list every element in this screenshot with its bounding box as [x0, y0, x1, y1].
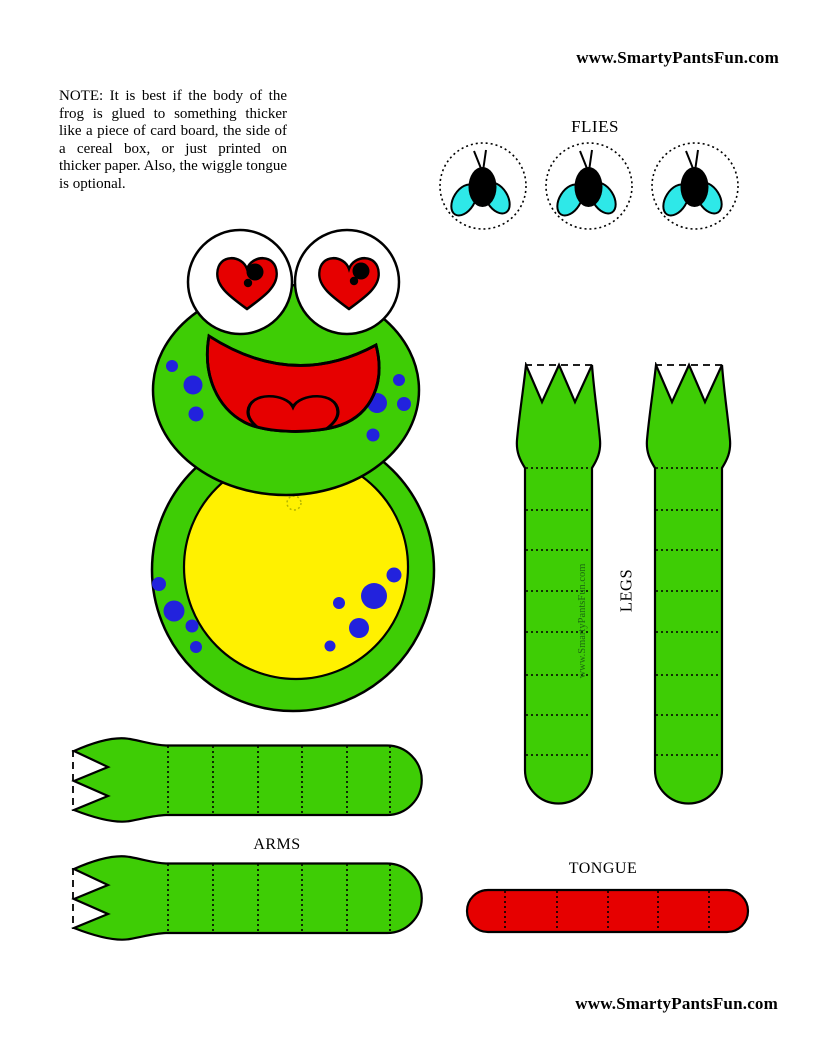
- leg-watermark-url: www.SmartyPantsFun.com: [577, 563, 588, 679]
- flies-label: FLIES: [571, 117, 619, 136]
- header-site-url: www.SmartyPantsFun.com: [576, 48, 779, 67]
- fly-cutout-2: [543, 140, 635, 232]
- legs-label: LEGS: [616, 568, 636, 613]
- arm-cutout-bottom: [66, 852, 426, 944]
- fly-cutout-1: [437, 140, 529, 232]
- arm-shape: [74, 738, 422, 821]
- leg-cutout-right: [642, 362, 735, 807]
- arms-label: ARMS: [253, 836, 301, 853]
- tongue-cutout: [465, 888, 750, 934]
- fly-body: [469, 167, 497, 207]
- footer-site-url: www.SmartyPantsFun.com: [575, 994, 778, 1013]
- fly-body: [575, 167, 603, 207]
- leg-cutout-left: [512, 362, 605, 807]
- note-text: NOTE: It is best if the body of the frog is glued to something thicker like a piece of card board, the side of a cereal box, or just printed on thicker paper. Also, the wiggle tongue is optional.: [59, 88, 287, 192]
- fly-body: [681, 167, 709, 207]
- arm-shape: [74, 856, 422, 939]
- frog-body-cutout: [140, 220, 440, 720]
- fly-cutout-3: [649, 140, 741, 232]
- arm-cutout-top: [66, 734, 426, 826]
- leg-shape: [647, 365, 730, 803]
- tongue-label: TONGUE: [568, 860, 638, 877]
